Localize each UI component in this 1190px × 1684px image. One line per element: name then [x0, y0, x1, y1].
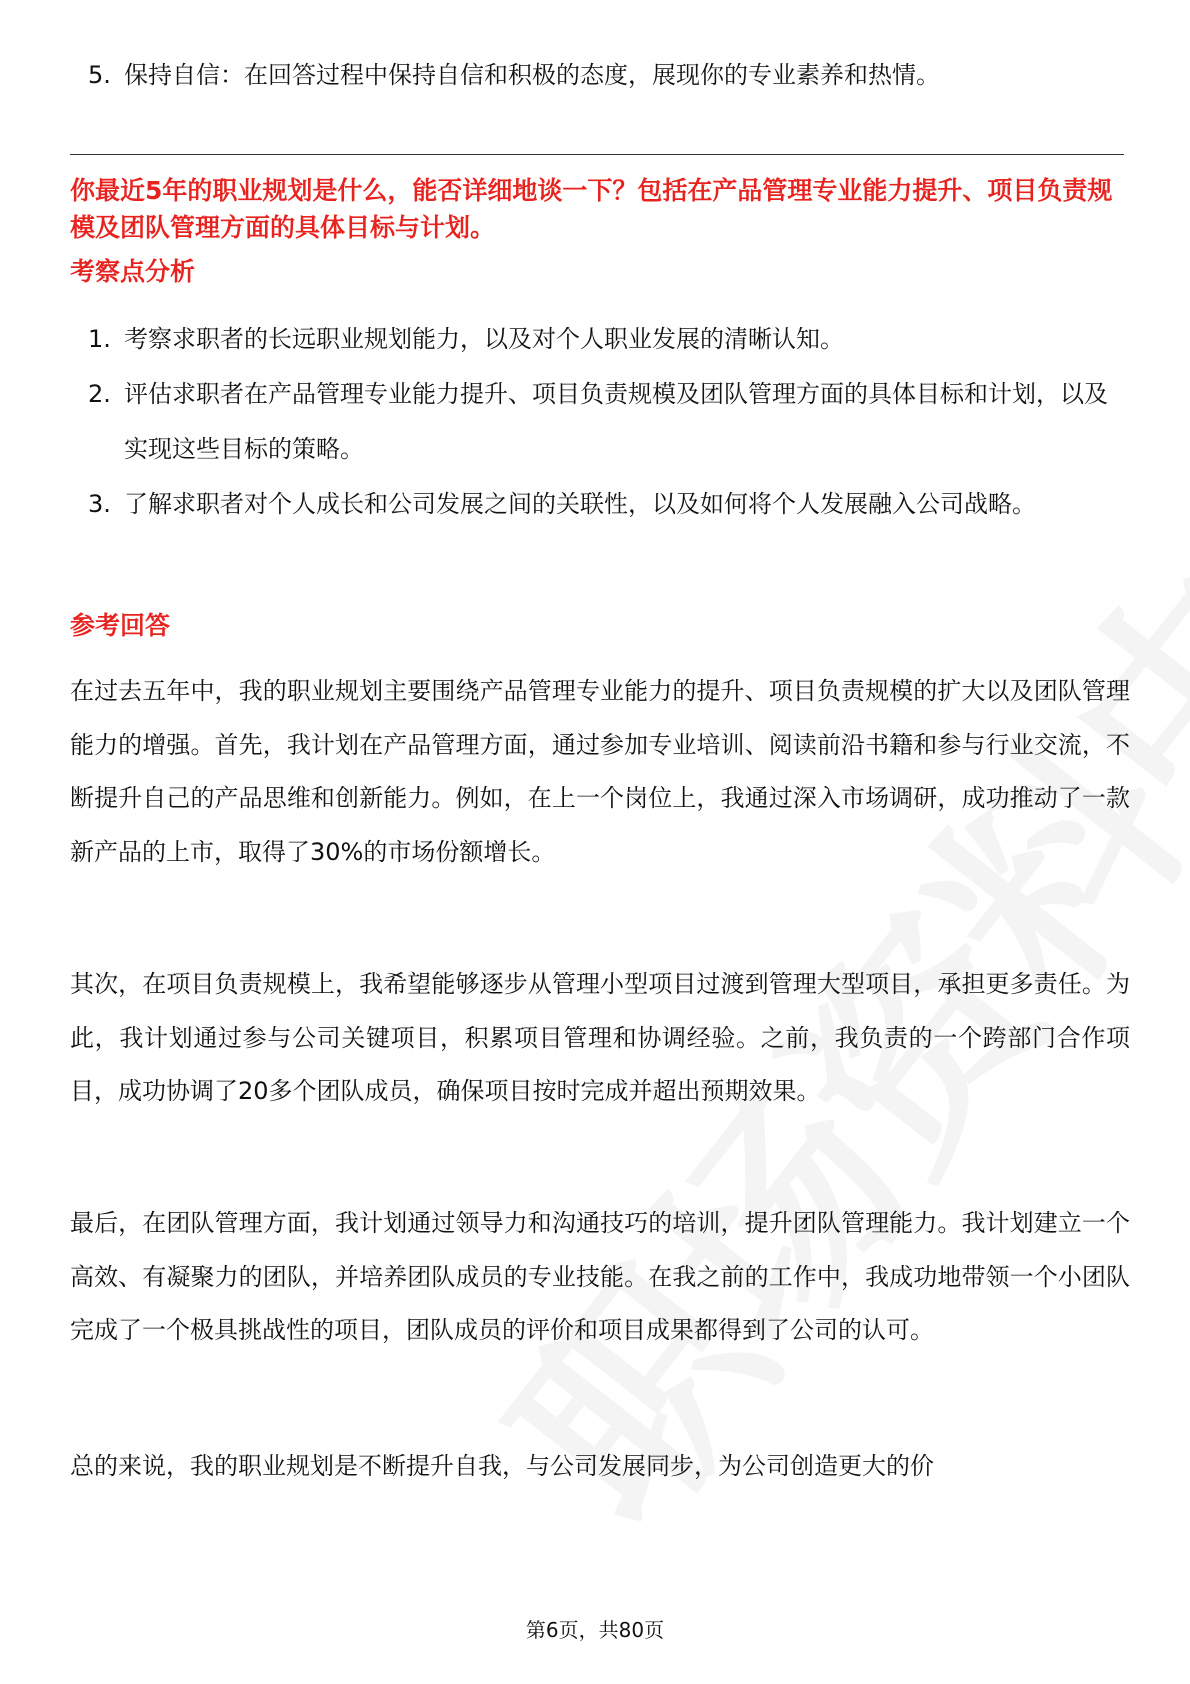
answer-paragraph: 其次，在项目负责规模上，我希望能够逐步从管理小型项目过渡到管理大型项目，承担更多责任。为此，我计划通过参与公司关键项目，积累项目管理和协调经验。之前，我负责的一个跨部门合作项目，成功协调了20多个团队成员，确保项目按时完成并超出预期效果。 [70, 970, 1130, 1105]
list-item-text: 考察求职者的长远职业规划能力，以及对个人职业发展的清晰认知。 [124, 325, 844, 353]
answer-heading: 参考回答 [70, 611, 171, 640]
list-item-number: 1. [88, 325, 111, 353]
list-item [80, 48, 1110, 103]
list-item-text: 评估求职者在产品管理专业能力提升、项目负责规模及团队管理方面的具体目标和计划，以及实现这些目标的策略。 [124, 380, 1108, 463]
section-divider [70, 154, 1124, 155]
list-item-text: 保持自信：在回答过程中保持自信和积极的态度，展现你的专业素养和热情。 [124, 61, 940, 89]
list-item-text: 了解求职者对个人成长和公司发展之间的关联性，以及如何将个人发展融入公司战略。 [124, 490, 1036, 518]
analysis-list [80, 312, 1120, 532]
answer-paragraph: 最后，在团队管理方面，我计划通过领导力和沟通技巧的培训，提升团队管理能力。我计划建立一个高效、有凝聚力的团队，并培养团队成员的专业技能。在我之前的工作中，我成功地带领一个小团队完成了一个极具挑战性的项目，团队成员的评价和项目成果都得到了公司的认可。 [70, 1209, 1130, 1344]
list-item-number: 2. [88, 380, 111, 408]
list-item [80, 477, 1110, 532]
analysis-heading: 考察点分析 [70, 257, 196, 286]
answer-paragraph: 总的来说，我的职业规划是不断提升自我，与公司发展同步，为公司创造更大的价 [70, 1452, 934, 1480]
answer-paragraph: 在过去五年中，我的职业规划主要围绕产品管理专业能力的提升、项目负责规模的扩大以及团队管理能力的增强。首先，我计划在产品管理方面，通过参加专业培训、阅读前沿书籍和参与行业交流，不断提升自己的产品思维和创新能力。例如，在上一个岗位上，我通过深入市场调研，成功推动了一款新产品的上市，取得了30%的市场份额增长。 [70, 677, 1130, 866]
page-footer: 第6页，共80页 [525, 1618, 665, 1642]
list-item [80, 367, 1110, 477]
list-item [80, 312, 1110, 367]
list-item-number: 3. [88, 490, 111, 518]
question-heading: 你最近5年的职业规划是什么，能否详细地谈一下？包括在产品管理专业能力提升、项目负责规模及团队管理方面的具体目标与计划。 [70, 176, 1113, 242]
list-item-number: 5. [88, 61, 111, 89]
